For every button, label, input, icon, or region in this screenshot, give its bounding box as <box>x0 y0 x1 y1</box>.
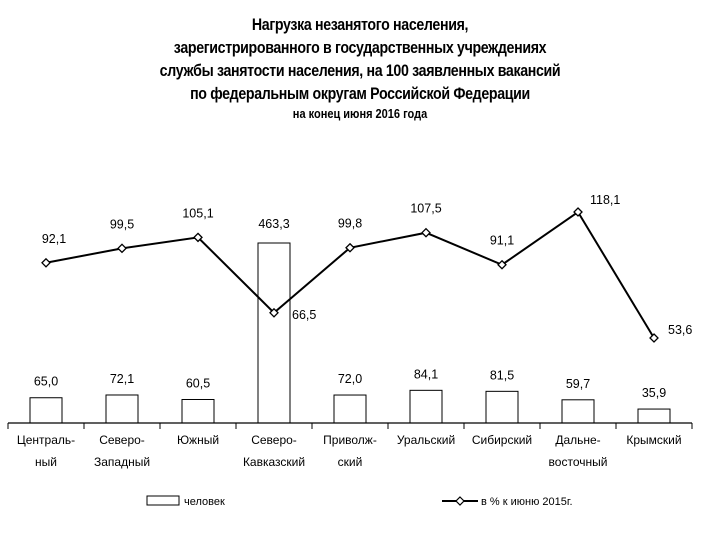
bar <box>562 400 594 423</box>
bar-value-label: 35,9 <box>641 386 667 401</box>
bar-value-label: 72,1 <box>109 371 135 386</box>
series-line <box>46 212 654 338</box>
bar-value-label: 65,0 <box>33 374 59 389</box>
line-point <box>422 229 430 237</box>
title-line-3: службы занятости населения, на 100 заявленных вакансий <box>159 62 561 80</box>
line-value-label: 91,1 <box>489 233 515 248</box>
line-value-label: 105,1 <box>182 206 214 221</box>
x-tick-label: Южный <box>176 433 220 447</box>
legend-bar-label: человек <box>184 496 225 508</box>
x-tick-label: Уральский <box>396 433 456 447</box>
title-line-4: по федеральным округам Российской Федерации <box>190 85 530 103</box>
x-tick-label: Сибирский <box>471 433 533 447</box>
legend-bar-swatch <box>147 496 179 505</box>
line-point <box>118 244 126 252</box>
chart-subtitle: на конец июня 2016 года <box>292 107 428 121</box>
title-line-1: Нагрузка незанятого населения, <box>251 16 469 34</box>
bar-value-label: 463,3 <box>258 217 290 231</box>
bar-value-label: 72,0 <box>337 372 363 387</box>
bar-series <box>30 243 670 423</box>
x-axis <box>8 423 692 469</box>
line-value-label: 118,1 <box>590 193 621 207</box>
bar-value-label: 60,5 <box>185 376 211 391</box>
bar <box>334 395 366 423</box>
bar <box>30 398 62 423</box>
x-tick-label: Крымский <box>626 433 682 447</box>
legend-line-label: в % к июню 2015г. <box>481 496 573 508</box>
line-value-label: 99,8 <box>337 216 363 231</box>
x-tick-label: Централь-ный <box>16 433 76 469</box>
x-tick-label: Приволж-ский <box>323 433 377 469</box>
line-value-label: 66,5 <box>292 307 317 322</box>
bar-value-label: 59,7 <box>565 376 591 391</box>
line-value-label: 92,1 <box>41 231 67 246</box>
bar-value-label: 81,5 <box>489 368 515 383</box>
bar <box>410 390 442 423</box>
bar <box>258 243 290 423</box>
legend-line-marker <box>456 497 464 505</box>
x-tick-label: Северо-Западный <box>93 433 151 469</box>
line-value-label: 53,6 <box>668 323 693 337</box>
data-labels <box>34 193 693 400</box>
x-tick-label: Дальне-восточный <box>548 433 608 469</box>
bar-value-label: 84,1 <box>413 367 439 382</box>
bar <box>486 391 518 423</box>
legend <box>147 496 573 508</box>
title-line-2: зарегистрированного в государственных учреждениях <box>173 39 547 57</box>
line-value-label: 99,5 <box>109 217 135 232</box>
bar <box>106 395 138 423</box>
bar <box>182 399 214 423</box>
line-point <box>42 259 50 267</box>
line-value-label: 107,5 <box>410 201 442 216</box>
x-tick-label: Северо-Кавказский <box>242 433 306 469</box>
bar <box>638 409 670 423</box>
